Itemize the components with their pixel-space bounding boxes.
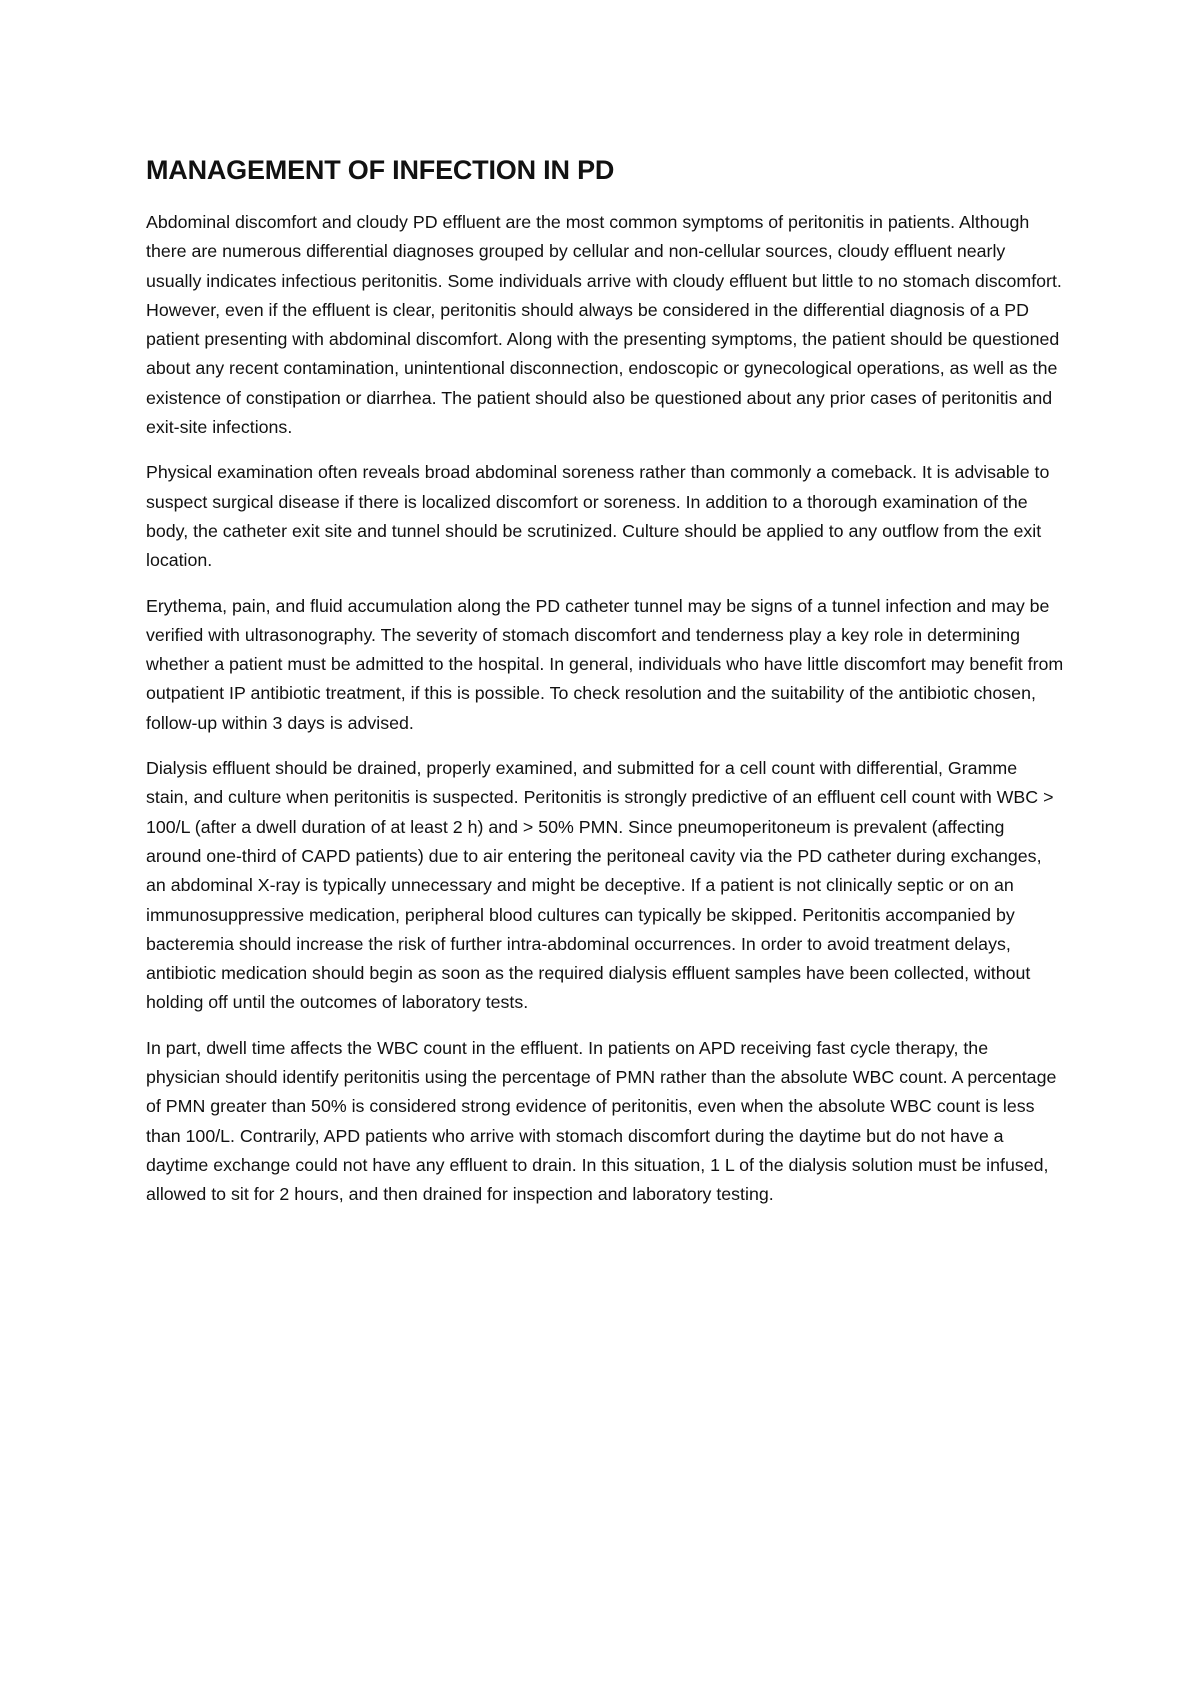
document-title: MANAGEMENT OF INFECTION IN PD (146, 155, 615, 185)
paragraph-tunnel-infection: Erythema, pain, and fluid accumulation along the PD catheter tunnel may be signs of a tunnel infection and may be verified with ultrasonography. The severity of stomach discomfort and tenderness play a key role in determining whether a patient must be admitted to the hospital. In general, individuals who have little discomfort may benefit from outpatient IP antibiotic treatment, if this is possible. To check resolution and the suitability of the antibiotic chosen, follow-up within 3 days is advised. (146, 595, 1064, 733)
paragraph-symptoms: Abdominal discomfort and cloudy PD effluent are the most common symptoms of peritonitis in patients. Although there are numerous differential diagnoses grouped by cellular and non-cellular sources, cloudy effluent nearly usually indicates infectious peritonitis. Some individuals arrive with cloudy effluent but little to no stomach discomfort. However, even if the effluent is clear, peritonitis should always be considered in the differential diagnosis of a PD patient presenting with abdominal discomfort. Along with the presenting symptoms, the patient should be questioned about any recent contamination, unintentional disconnection, endoscopic or gynecological operations, as well as the existence of constipation or diarrhea. The patient should also be questioned about any prior cases of peritonitis and exit-site infections. (146, 212, 1062, 438)
paragraph-physical-examination: Physical examination often reveals broad abdominal soreness rather than commonly a comeback. It is advisable to suspect surgical disease if there is localized discomfort or soreness. In addition to a thorough examination of the body, the catheter exit site and tunnel should be scrutinized. Culture should be applied to any outflow from the exit location. (146, 462, 1050, 571)
paragraph-dwell-time: In part, dwell time affects the WBC count in the effluent. In patients on APD receiving fast cycle therapy, the physician should identify peritonitis using the percentage of PMN rather than the absolute WBC count. A percentage of PMN greater than 50% is considered strong evidence of peritonitis, even when the absolute WBC count is less than 100/L. Contrarily, APD patients who arrive with stomach discomfort during the daytime but do not have a daytime exchange could not have any effluent to drain. In this situation, 1 L of the dialysis solution must be infused, allowed to sit for 2 hours, and then drained for inspection and laboratory testing. (146, 1037, 1057, 1205)
document-body (146, 150, 1064, 1226)
paragraph-effluent-testing: Dialysis effluent should be drained, properly examined, and submitted for a cell count with differential, Gramme stain, and culture when peritonitis is suspected. Peritonitis is strongly predictive of an effluent cell count with WBC > 100/L (after a dwell duration of at least 2 h) and > 50% PMN. Since pneumoperitoneum is prevalent (affecting around one-third of CAPD patients) due to air entering the peritoneal cavity via the PD catheter during exchanges, an abdominal X-ray is typically unnecessary and might be deceptive. If a patient is not clinically septic or on an immunosuppressive medication, peripheral blood cultures can typically be skipped. Peritonitis accompanied by bacteremia should increase the risk of further intra-abdominal occurrences. In order to avoid treatment delays, antibiotic medication should begin as soon as the required dialysis effluent samples have been collected, without holding off until the outcomes of laboratory tests. (146, 758, 1054, 1013)
